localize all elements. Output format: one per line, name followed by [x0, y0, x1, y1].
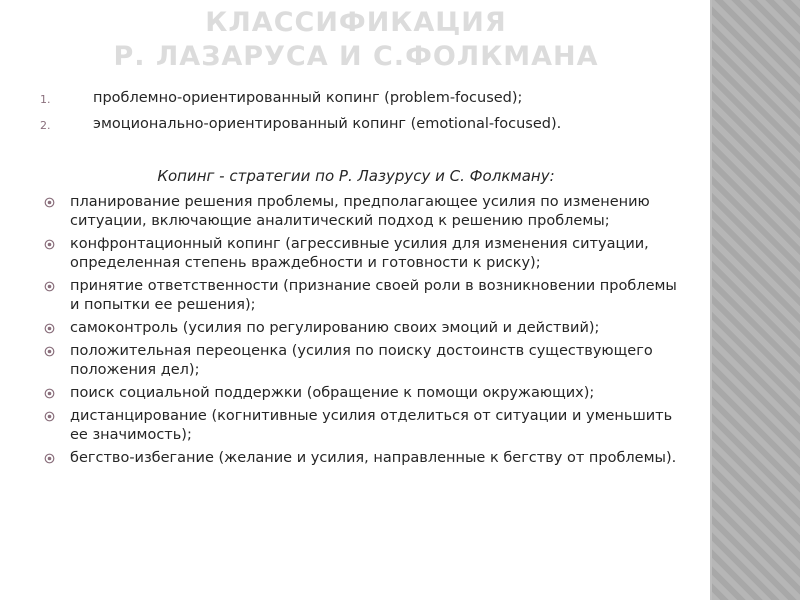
- circle-bullet-icon: [44, 388, 55, 399]
- list-item-text: проблемно-ориентированный копинг (problem-focused);: [93, 90, 523, 106]
- slide-title-line-1: КЛАССИФИКАЦИЯ: [205, 7, 507, 38]
- bullet-item: [40, 407, 690, 445]
- list-item-text: эмоционально-ориентированный копинг (emotional-focused).: [93, 116, 562, 132]
- slide-title: [0, 6, 712, 74]
- bullet-item: [40, 235, 690, 273]
- bullet-item: [40, 384, 690, 403]
- bullet-text: положительная переоценка (усилия по поиску достоинств существующего положения дел);: [70, 343, 653, 378]
- list-number: 2.: [40, 119, 51, 132]
- bullet-text: планирование решения проблемы, предполагающее усилия по изменению ситуации, включающие аналитический подход к решению проблемы;: [70, 194, 650, 229]
- circle-bullet-icon: [44, 411, 55, 422]
- numbered-list-item: [40, 88, 700, 114]
- circle-bullet-icon: [44, 281, 55, 292]
- list-number: 1.: [40, 93, 51, 106]
- section-subheading: Копинг - стратегии по Р. Лазурусу и С. Фолкману:: [157, 167, 555, 185]
- bullet-text: дистанцирование (когнитивные усилия отделиться от ситуации и уменьшить ее значимость);: [70, 408, 673, 443]
- numbered-list: [40, 88, 700, 140]
- bullet-item: [40, 449, 690, 468]
- bullet-text: самоконтроль (усилия по регулированию своих эмоций и действий);: [70, 320, 600, 336]
- circle-bullet-icon: [44, 239, 55, 250]
- circle-bullet-icon: [44, 346, 55, 357]
- bullet-item: [40, 277, 690, 315]
- bullet-item: [40, 319, 690, 338]
- bullet-item: [40, 193, 690, 231]
- circle-bullet-icon: [44, 453, 55, 464]
- circle-bullet-icon: [44, 323, 55, 334]
- bullet-list: [40, 193, 690, 472]
- bullet-text: поиск социальной поддержки (обращение к помощи окружающих);: [70, 385, 595, 401]
- bullet-text: бегство-избегание (желание и усилия, направленные к бегству от проблемы).: [70, 450, 677, 466]
- bullet-text: конфронтационный копинг (агрессивные усилия для изменения ситуации, определенная степень враждебности и готовности к риску);: [70, 236, 649, 271]
- bullet-text: принятие ответственности (признание своей роли в возникновении проблемы и попытки ее решения);: [70, 278, 677, 313]
- circle-bullet-icon: [44, 197, 55, 208]
- bullet-item: [40, 342, 690, 380]
- decorative-side-band: [712, 0, 800, 600]
- numbered-list-item: [40, 114, 700, 140]
- slide-title-line-2: Р. ЛАЗАРУСА И С.ФОЛКМАНА: [113, 41, 599, 72]
